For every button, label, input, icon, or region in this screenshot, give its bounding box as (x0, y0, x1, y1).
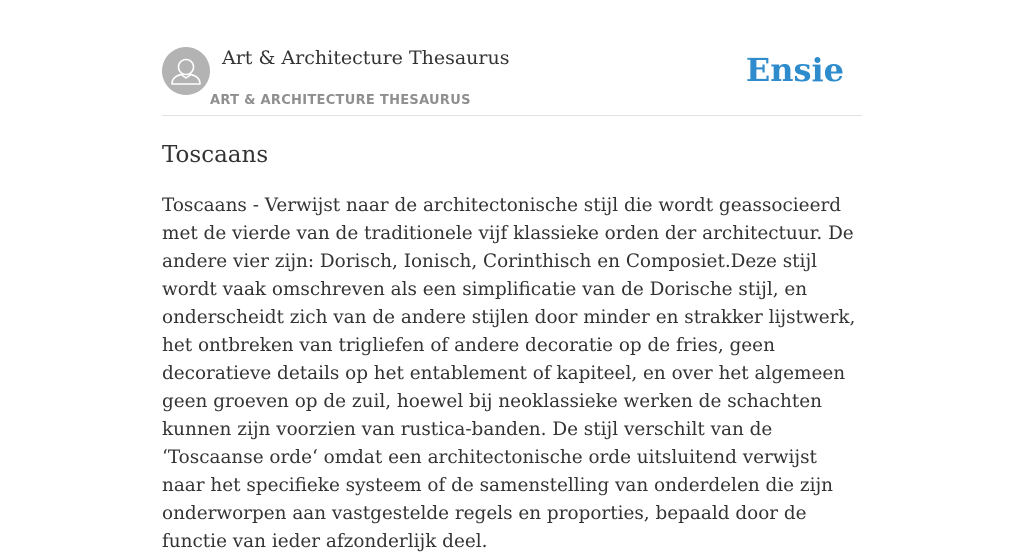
user-silhouette-icon (162, 47, 210, 95)
entry-term: Toscaans (162, 142, 269, 168)
card-header (162, 0, 862, 116)
source-subtitle[interactable]: ART & ARCHITECTURE THESAURUS (210, 93, 471, 108)
source-title[interactable]: Art & Architecture Thesaurus (222, 47, 510, 69)
definition-card (162, 0, 862, 552)
avatar[interactable] (162, 47, 210, 95)
brand-logo[interactable]: Ensie (745, 51, 844, 89)
entry-definition: Toscaans - Verwijst naar de architectonische stijl die wordt geassocieerd met de vierde van de traditionele vijf klassieke orden der architectuur. De andere vier zijn: Dorisch, Ionisch, Corinthisch en Composiet.Deze stijl wordt vaak omschreven als een simplificatie van de Dorische stijl, en onderscheidt zich van de andere stijlen door minder en strakker lijstwerk, het ontbreken van trigliefen of andere decoratie op de fries, geen decoratieve details op het entablement of kapiteel, en over het algemeen geen groeven op de zuil, hoewel bij neoklassieke werken de schachten kunnen zijn voorzien van rustica-banden. De stijl verschilt van de ‘Toscaanse orde‘ omdat een architectonische orde uitsluitend verwijst naar het specifieke systeem of de samenstelling van onderdelen die zijn onderworpen aan vastgestelde regels en proporties, bepaald door de functie van ieder afzonderlijk deel. (162, 195, 856, 552)
